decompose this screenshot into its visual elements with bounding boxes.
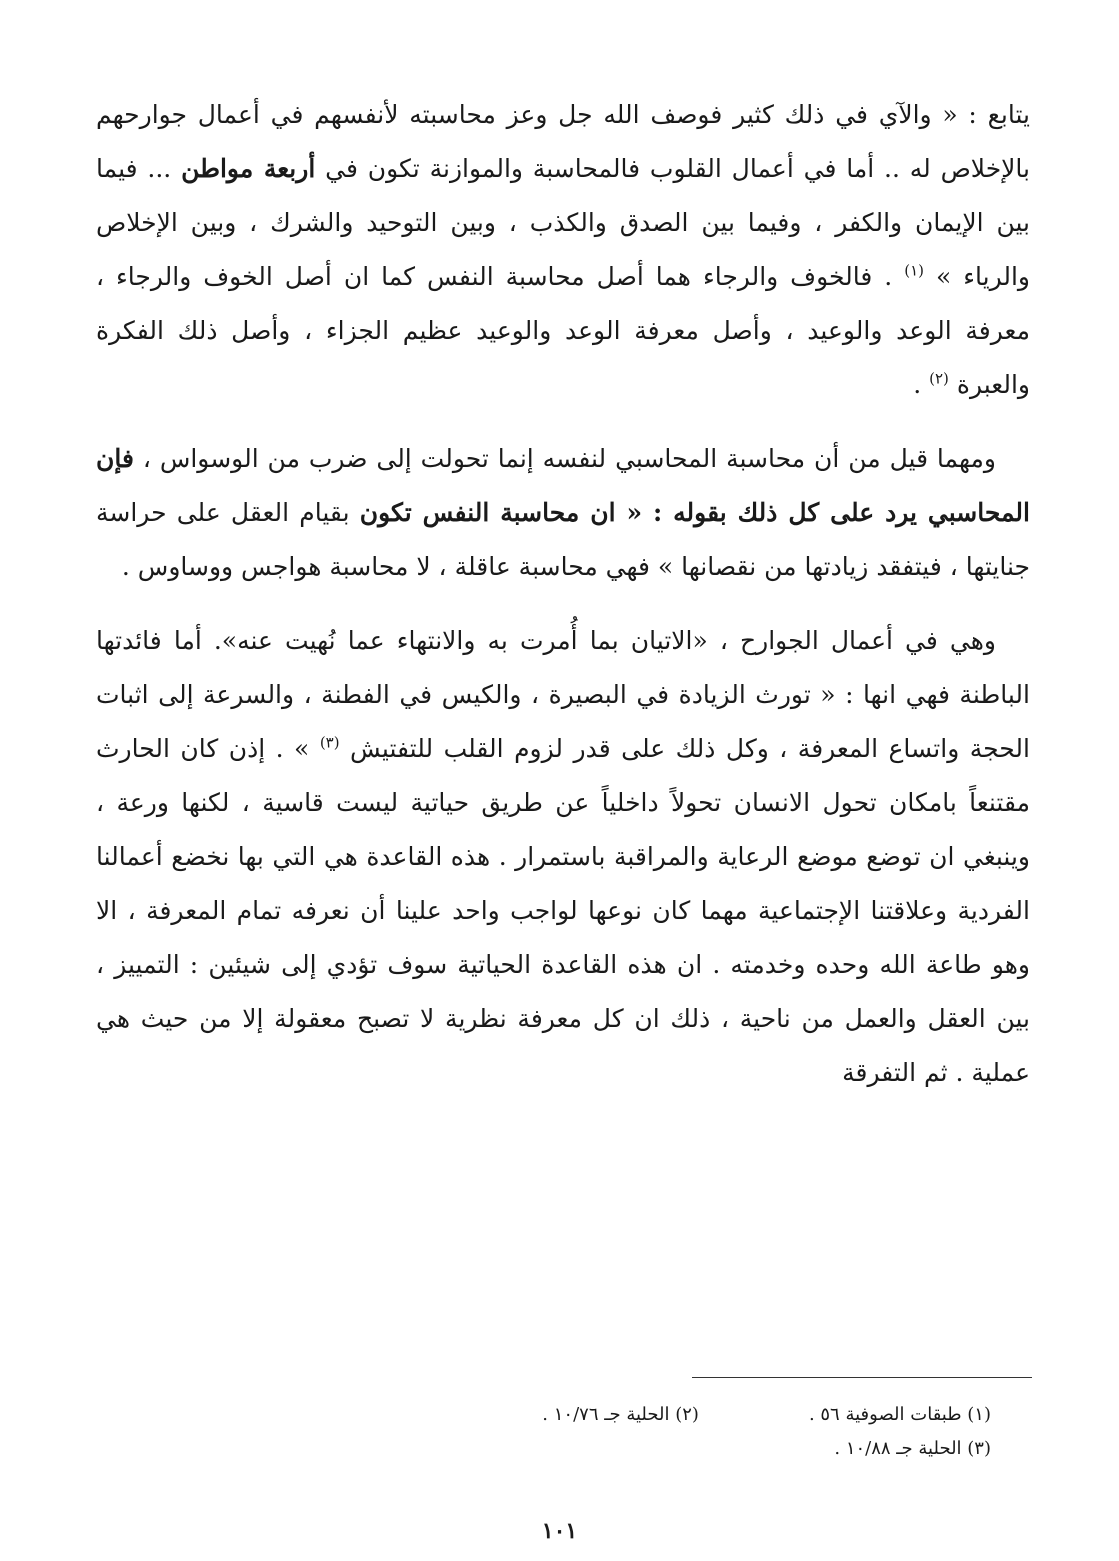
paragraph-3-text-before: وهي في أعمال الجوارح ، «الاتيان بما أُمرت به والانتهاء عما نُهيت عنه». أما فائدتها الباطنة فهي انها : « تورث الزيادة في البصيرة ، والكيس في الفطنة ، والسرعة إلى اثبات الحجة واتساع المعرفة ، وكل ذلك على قدر لزوم القلب للتفتيش — [96, 626, 1030, 763]
footnote-ref-1: (١) — [904, 261, 924, 280]
paragraph-2-text-before: ومهما قيل من أن محاسبة المحاسبي لنفسه إنما تحولت إلى ضرب من الوسواس ، — [133, 444, 996, 473]
paragraph-1-bold: أربعة مواطن — [181, 154, 316, 183]
paragraph-1-text-before: يتابع : « والآي في ذلك كثير فوصف الله جل وعز محاسبته لأنفسهم في أعمال جوارحهم بالإخلاص له .. أما في أعمال القلوب فالمحاسبة والموازنة تكون في — [96, 100, 1030, 183]
page-number: ١٠١ — [541, 1518, 578, 1544]
paragraph-3 — [96, 614, 1030, 1100]
footnote-row-1 — [291, 1398, 991, 1432]
paragraph-1-text-tail: . فالخوف والرجاء هما أصل محاسبة النفس كما ان أصل الخوف والرجاء ، معرفة الوعد والوعيد ، وأصل معرفة الوعد والوعيد عظيم الجزاء ، وأصل ذلك الفكرة والعبرة — [96, 262, 1030, 399]
paragraph-2 — [96, 432, 1030, 594]
footnote-row-2 — [291, 1432, 991, 1466]
paragraph-2-text-after: بقيام العقل على حراسة جنايتها ، فيتفقد زيادتها من نقصانها » فهي محاسبة عاقلة ، لا محاسبة هواجس ووساوس . — [96, 498, 1030, 581]
paragraph-2-bold: فإن المحاسبي يرد على كل ذلك بقوله : « ان محاسبة النفس تكون — [96, 444, 1030, 527]
footnote-ref-2: (٢) — [929, 369, 949, 388]
footnote-3: (٣) الحلية جـ ١٠/٨٨ . — [834, 1438, 991, 1459]
paragraph-1-text-after: ... فيما بين الإيمان والكفر ، وفيما بين الصدق والكذب ، وبين التوحيد والشرك ، وبين الإخلاص والرياء » — [96, 154, 1030, 291]
footnote-divider — [692, 1377, 1032, 1378]
footnote-2: (٢) الحلية جـ ١٠/٧٦ . — [542, 1404, 699, 1425]
paragraph-1-text-end: . — [913, 370, 930, 399]
body-text — [96, 88, 1030, 1100]
paragraph-1 — [96, 88, 1030, 412]
footnote-ref-3: (٣) — [319, 733, 340, 752]
footnote-1: (١) طبقات الصوفية ٥٦ . — [808, 1404, 991, 1425]
footnotes — [291, 1398, 991, 1466]
paragraph-3-text-after: » . إذن كان الحارث مقتنعاً بامكان تحول الانسان تحولاً داخلياً عن طريق حياتية ليست قاسية ، لكنها ورعة ، وينبغي ان توضع موضع الرعاية والمراقبة باستمرار . هذه القاعدة هي التي بها نخضع أعمالنا الفردية وعلاقتنا الإجتماعية مهما كان نوعها لواجب واحد علينا أن نعرفه تمام المعرفة ، الا وهو طاعة الله وحده وخدمته . ان هذه القاعدة الحياتية سوف تؤدي إلى شيئين : التمييز ، بين العقل والعمل من ناحية ، ذلك ان كل معرفة نظرية لا تصبح معقولة إلا من حيث هي عملية . ثم التفرقة — [96, 734, 1030, 1087]
